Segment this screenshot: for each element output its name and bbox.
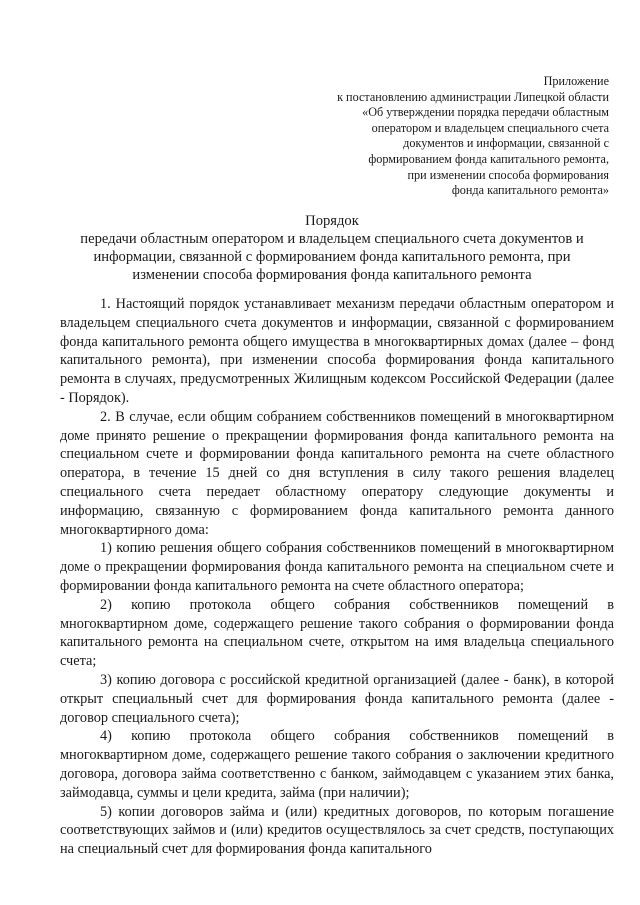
paragraph-1: 1. Настоящий порядок устанавливает механизм передачи областным оператором и владельцем специального счета документов и информации, связанной с формированием фонда капитального ремонта общего имущества в многоквартирных домах (далее – фонд капитального ремонта), при изменении способа формирования фонда капитального ремонта в случаях, предусмотренных Жилищным кодексом Российской Федерации (далее - Порядок). [60, 296, 614, 406]
list-item-1: 1) копию решения общего собрания собственников помещений в многоквартирном доме о прекращении формирования фонда капитального ремонта на специальном счете и формировании фонда капитального ремонта на счете областного оператора; [60, 540, 614, 594]
document-body [60, 295, 614, 859]
appendix-line: Приложение [543, 74, 609, 88]
list-item-2: 2) копию протокола общего собрания собственников помещений в многоквартирном доме, содержащего решение такого собрания о формировании фонда капитального ремонта на специальном счете, открытом на имя владельца специального счета; [60, 596, 614, 670]
list-item-4: 4) копию протокола общего собрания собственников помещений в многоквартирном доме, содержащего решение такого собрания о заключении кредитного договора, договора займа соответственно с банком, займодавцем с указанием этих банка, займодавца, суммы и цели кредита, займа (при наличии); [60, 728, 614, 801]
appendix-header [289, 74, 609, 199]
appendix-line: к постановлению администрации Липецкой области [337, 89, 609, 104]
title-line: передачи областным оператором и владельцем специального счета документов и [80, 231, 584, 247]
appendix-line: оператором и владельцем специального счета [371, 120, 609, 135]
list-item-3: 3) копию договора с российской кредитной организацией (далее - банк), в которой открыт специальный счет для формирования фонда капитального ремонта (далее - договор специального счета); [60, 671, 614, 726]
title-word: Порядок [305, 213, 359, 229]
list-item-5: 5) копии договоров займа и (или) кредитных договоров, по которым погашение соответствующих займов и (или) кредитов осуществлялось за счет средств, поступающих на специальный счет для формирования фонда капитального [60, 803, 614, 858]
appendix-line: «Об утверждении порядка передачи областным [362, 105, 609, 120]
appendix-line: документов и информации, связанной с [403, 136, 609, 151]
appendix-line: фонда капитального ремонта» [451, 183, 609, 198]
paragraph-2: 2. В случае, если общим собранием собственников помещений в многоквартирном доме принято решение о прекращении формирования фонда капитального ремонта на специальном счете и формировании фонда капитального ремонта на счете областного оператора, в течение 15 дней со дня вступления в силу такого решения владелец специального счета передает областному оператору следующие документы и информацию, связанную с формированием фонда капитального ремонта данного многоквартирного дома: [60, 408, 614, 538]
appendix-line: при изменении способа формирования [407, 167, 609, 182]
appendix-line: формированием фонда капитального ремонта, [368, 151, 609, 166]
title-line: изменении способа формирования фонда капитального ремонта [132, 267, 532, 283]
document-title [52, 212, 612, 284]
title-line: информации, связанной с формированием фонда капитального ремонта, при [93, 249, 571, 265]
